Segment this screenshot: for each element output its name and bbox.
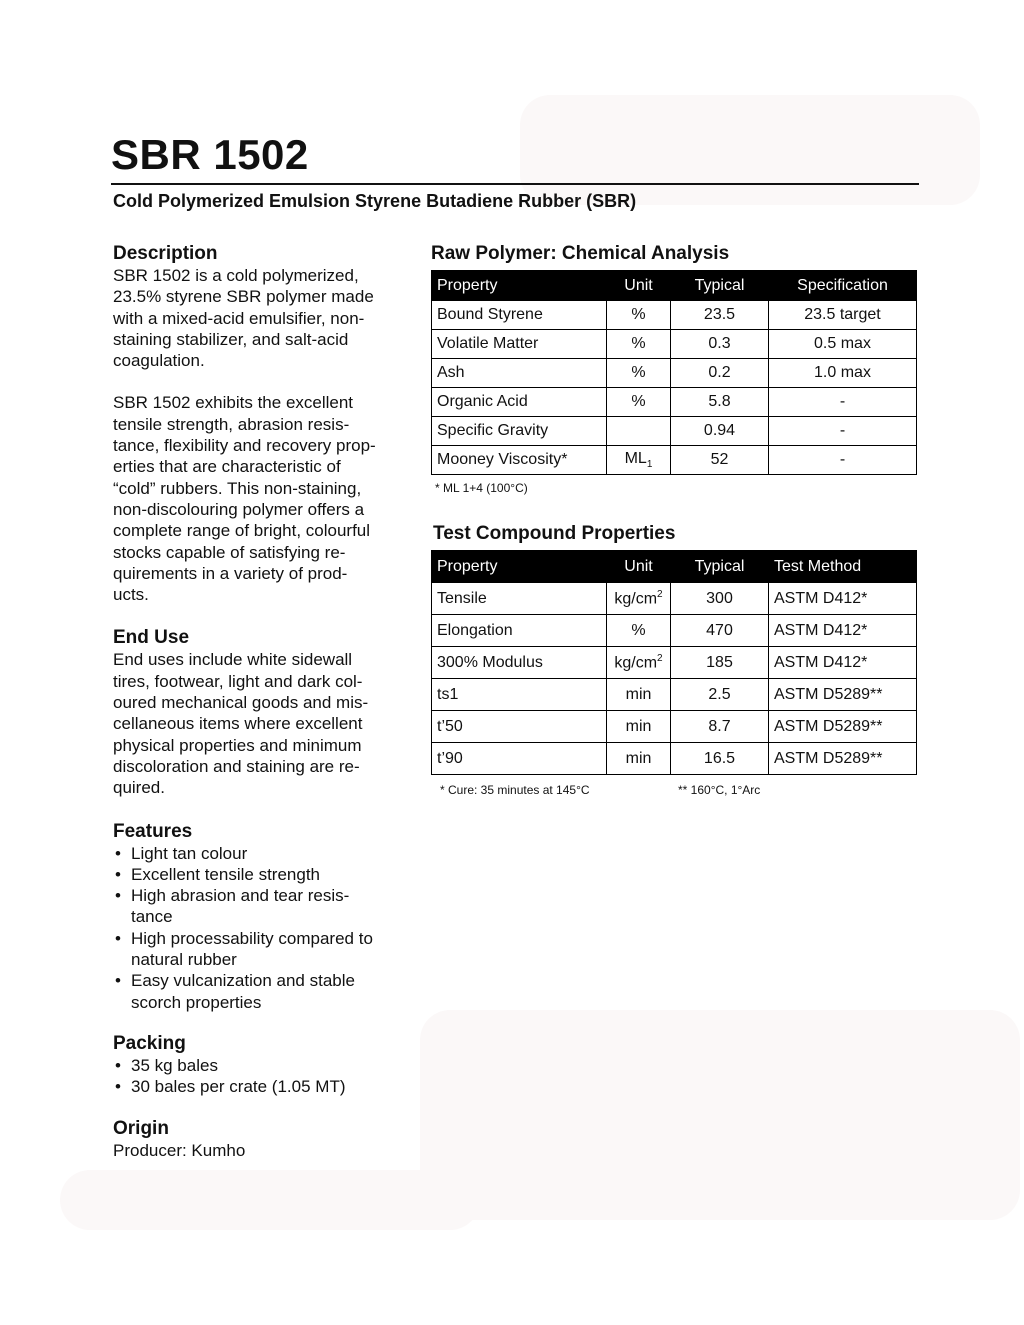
description-heading: Description	[113, 243, 218, 264]
background-smudge	[60, 1170, 480, 1230]
cure-footnote: * Cure: 35 minutes at 145°C	[440, 783, 590, 797]
table-row: ts1 min 2.5 ASTM D5289**	[432, 679, 917, 711]
table-row: Ash % 0.2 1.0 max	[432, 359, 917, 388]
table-row: Volatile Matter % 0.3 0.5 max	[432, 330, 917, 359]
column-header: Property	[432, 551, 607, 583]
background-smudge	[420, 1010, 1020, 1220]
table-header-row	[432, 271, 917, 301]
table-row: t’50 min 8.7 ASTM D5289**	[432, 711, 917, 743]
list-item: • High abrasion and tear resis- tance	[115, 886, 350, 927]
packing-list	[113, 1055, 409, 1098]
raw-polymer-table	[431, 270, 917, 475]
test-compound-footnotes	[431, 783, 917, 807]
table-row: 300% Modulus $kg/cm^2$ 185 ASTM D412*	[432, 647, 917, 679]
raw-polymer-footnote: * ML 1+4 (100°C)	[435, 481, 528, 495]
left-column	[113, 243, 409, 1161]
column-header: Property	[432, 271, 607, 301]
column-header: Typical	[671, 271, 769, 301]
table-row: Elongation % 470 ASTM D412*	[432, 615, 917, 647]
raw-polymer-section	[431, 243, 917, 495]
list-item: • Light tan colour	[115, 843, 248, 863]
end-use-text: End uses include white sidewall tires, footwear, light and dark col- oured mechanical goods and mis- cellaneous items where excellent physical properties and minimum discoloration and staining are re- quired.	[113, 650, 369, 798]
arc-footnote: ** 160°C, 1°Arc	[678, 783, 761, 797]
raw-polymer-heading: Raw Polymer: Chemical Analysis	[431, 243, 730, 264]
column-header: Unit	[607, 271, 671, 301]
test-compound-heading: Test Compound Properties	[433, 523, 676, 544]
list-item: • 35 kg bales	[115, 1055, 218, 1075]
origin-heading: Origin	[113, 1117, 169, 1139]
packing-heading: Packing	[113, 1032, 186, 1054]
list-item: • 30 bales per crate (1.05 MT)	[115, 1077, 346, 1097]
page-subtitle: Cold Polymerized Emulsion Styrene Butadiene Rubber (SBR)	[113, 191, 637, 211]
table-row: Bound Styrene % 23.5 23.5 target	[432, 301, 917, 330]
table-header-row	[432, 551, 917, 583]
table-row: Mooney Viscosity* $ML_1$ 52 -	[432, 446, 917, 475]
end-use-heading: End Use	[113, 627, 190, 649]
test-compound-table	[431, 550, 917, 775]
table-row: Tensile $kg/cm^2$ 300 ASTM D412*	[432, 583, 917, 615]
list-item: • Easy vulcanization and stable scorch properties	[115, 971, 355, 1012]
origin-text: Producer: Kumho	[113, 1140, 246, 1160]
column-header: Specification	[769, 271, 917, 301]
list-item: • Excellent tensile strength	[115, 864, 320, 884]
list-item: • High processability compared to natural rubber	[115, 928, 373, 970]
test-compound-section	[431, 523, 917, 807]
column-header: Test Method	[769, 551, 917, 583]
background-smudge	[520, 95, 980, 205]
column-header: Unit	[607, 551, 671, 583]
description-para-2: SBR 1502 exhibits the excellent tensile strength, abrasion resis- tance, flexibility and recovery prop- erties that are characteristic of “cold” rubbers. This non-staining, non-discolouring polymer offers a complete range of bright, colourful stocks capable of satisfying re- quirements in a variety of prod- ucts.	[113, 393, 376, 605]
column-header: Typical	[671, 551, 769, 583]
features-heading: Features	[113, 820, 193, 842]
title-rule	[111, 183, 919, 185]
table-row: t’90 min 16.5 ASTM D5289**	[432, 743, 917, 775]
page-title: SBR 1502	[111, 131, 309, 178]
table-row: Organic Acid % 5.8 -	[432, 388, 917, 417]
features-list	[113, 843, 409, 1013]
description-para-1: SBR 1502 is a cold polymerized, 23.5% styrene SBR polymer made with a mixed-acid emulsifier, non- staining stabilizer, and salt-acid coagulation.	[113, 266, 374, 371]
table-row: Specific Gravity 0.94 -	[432, 417, 917, 446]
